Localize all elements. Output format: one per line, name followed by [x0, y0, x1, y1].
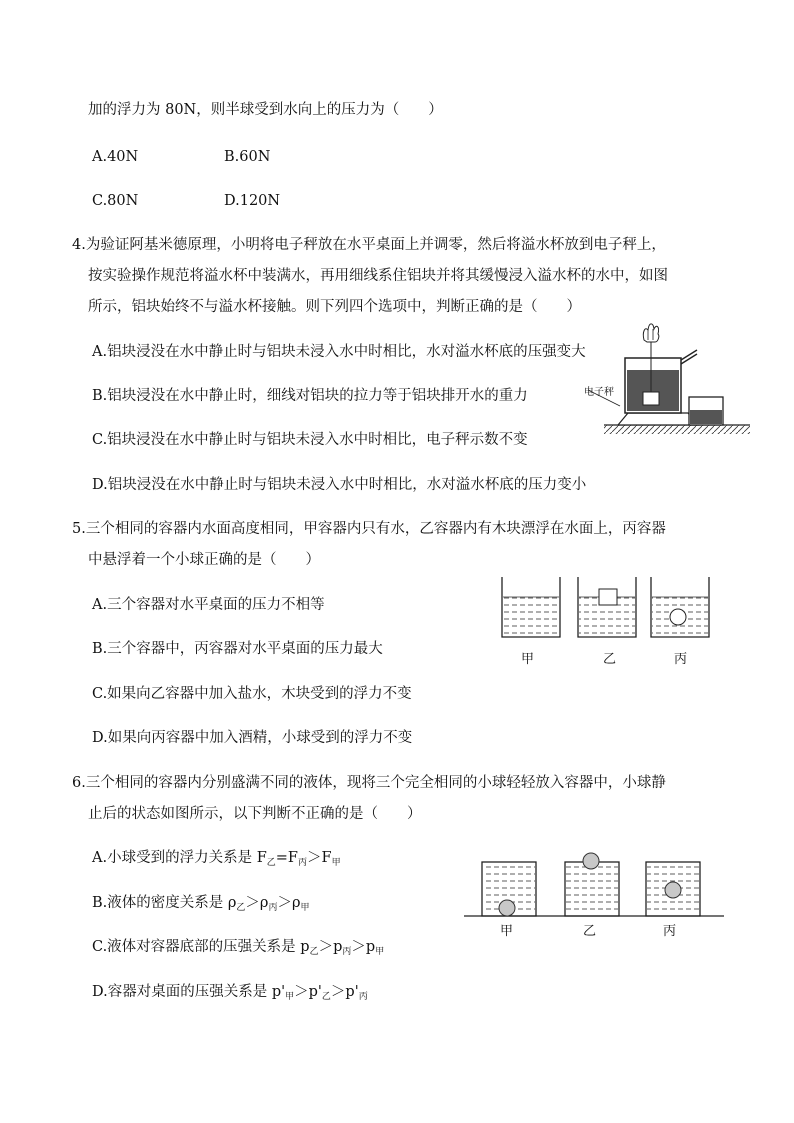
q5-figure-containers: [496, 574, 716, 642]
q4-figure-overflow-cup: [600, 312, 750, 440]
q5-option-c: C.如果向乙容器中加入盐水，木块受到的浮力不变: [92, 686, 412, 702]
q6-label-yi: 乙: [583, 924, 597, 939]
q6-option-a: A.小球受到的浮力关系是 $F_乙=F_丙>F_甲$: [92, 850, 341, 868]
q4-option-d: D.铝块浸没在水中静止时与铝块未浸入水中时相比，水对溢水杯底的压力变小: [92, 477, 587, 493]
q5-option-b: B.三个容器中，丙容器对水平桌面的压力最大: [92, 641, 383, 657]
q6-option-d: D.容器对桌面的压强关系是 $p'_甲>p'_乙>p'_丙$: [92, 984, 368, 1002]
q3-option-b: B.60N: [224, 149, 271, 165]
q5-container-bing: [651, 577, 709, 637]
q6-label-jia: 甲: [500, 924, 514, 939]
q4-option-a: A.铝块浸没在水中静止时与铝块未浸入水中时相比，水对溢水杯底的压强变大: [92, 344, 586, 360]
q3-stem: 加的浮力为 80N，则半球受到水向上的压力为（ ）: [88, 102, 443, 118]
q6-container-jia: [482, 862, 536, 916]
q6-stem-line-2: 止后的状态如图所示，以下判断不正确的是（ ）: [88, 806, 422, 822]
q4-option-b: B.铝块浸没在水中静止时，细线对铝块的拉力等于铝块排开水的重力: [92, 388, 528, 404]
q4-option-c: C.铝块浸没在水中静止时与铝块未浸入水中时相比，电子秤示数不变: [92, 432, 528, 448]
q6-container-bing: [646, 862, 700, 916]
q3-option-d: D.120N: [224, 193, 281, 209]
q5-stem-line-2: 中悬浮着一个小球正确的是（ ）: [88, 552, 320, 568]
q5-container-jia: [502, 577, 560, 637]
q6-container-yi: [565, 853, 619, 916]
q6-option-b: B.液体的密度关系是 $\rho_乙>\rho_丙>\rho_甲$: [92, 895, 310, 913]
q5-container-yi: [578, 577, 636, 637]
q5-label-bing: 丙: [674, 652, 688, 667]
q3-option-c: C.80N: [92, 193, 139, 209]
q3-option-a: A.40N: [92, 149, 139, 165]
q5-label-yi: 乙: [603, 652, 617, 667]
q5-option-d: D.如果向丙容器中加入酒精，小球受到的浮力不变: [92, 730, 413, 746]
q4-stem-line-2: 按实验操作规范将溢水杯中装满水，再用细线系住铝块并将其缓慢浸入溢水杯的水中，如图: [88, 268, 668, 284]
q6-option-c: C.液体对容器底部的压强关系是 $p_乙>p_丙>p_甲$: [92, 939, 385, 957]
q4-stem-line-3: 所示，铝块始终不与溢水杯接触。则下列四个选项中，判断正确的是（ ）: [88, 299, 581, 315]
q6-label-bing: 丙: [663, 924, 677, 939]
q6-stem-line-1: 6.三个相同的容器内分别盛满不同的液体，现将三个完全相同的小球轻轻放入容器中，小球静: [72, 775, 666, 791]
q5-label-jia: 甲: [521, 652, 535, 667]
q5-option-a: A.三个容器对水平桌面的压力不相等: [92, 597, 325, 613]
q4-scale-label: 电子秤: [584, 387, 614, 398]
q4-stem-line-1: 4.为验证阿基米德原理，小明将电子秤放在水平桌面上并调零，然后将溢水杯放到电子秤上，: [72, 237, 666, 253]
q5-stem-line-1: 5.三个相同的容器内水面高度相同，甲容器内只有水，乙容器内有木块漂浮在水面上，丙容器: [72, 521, 666, 537]
q6-figure-containers: [462, 850, 724, 920]
